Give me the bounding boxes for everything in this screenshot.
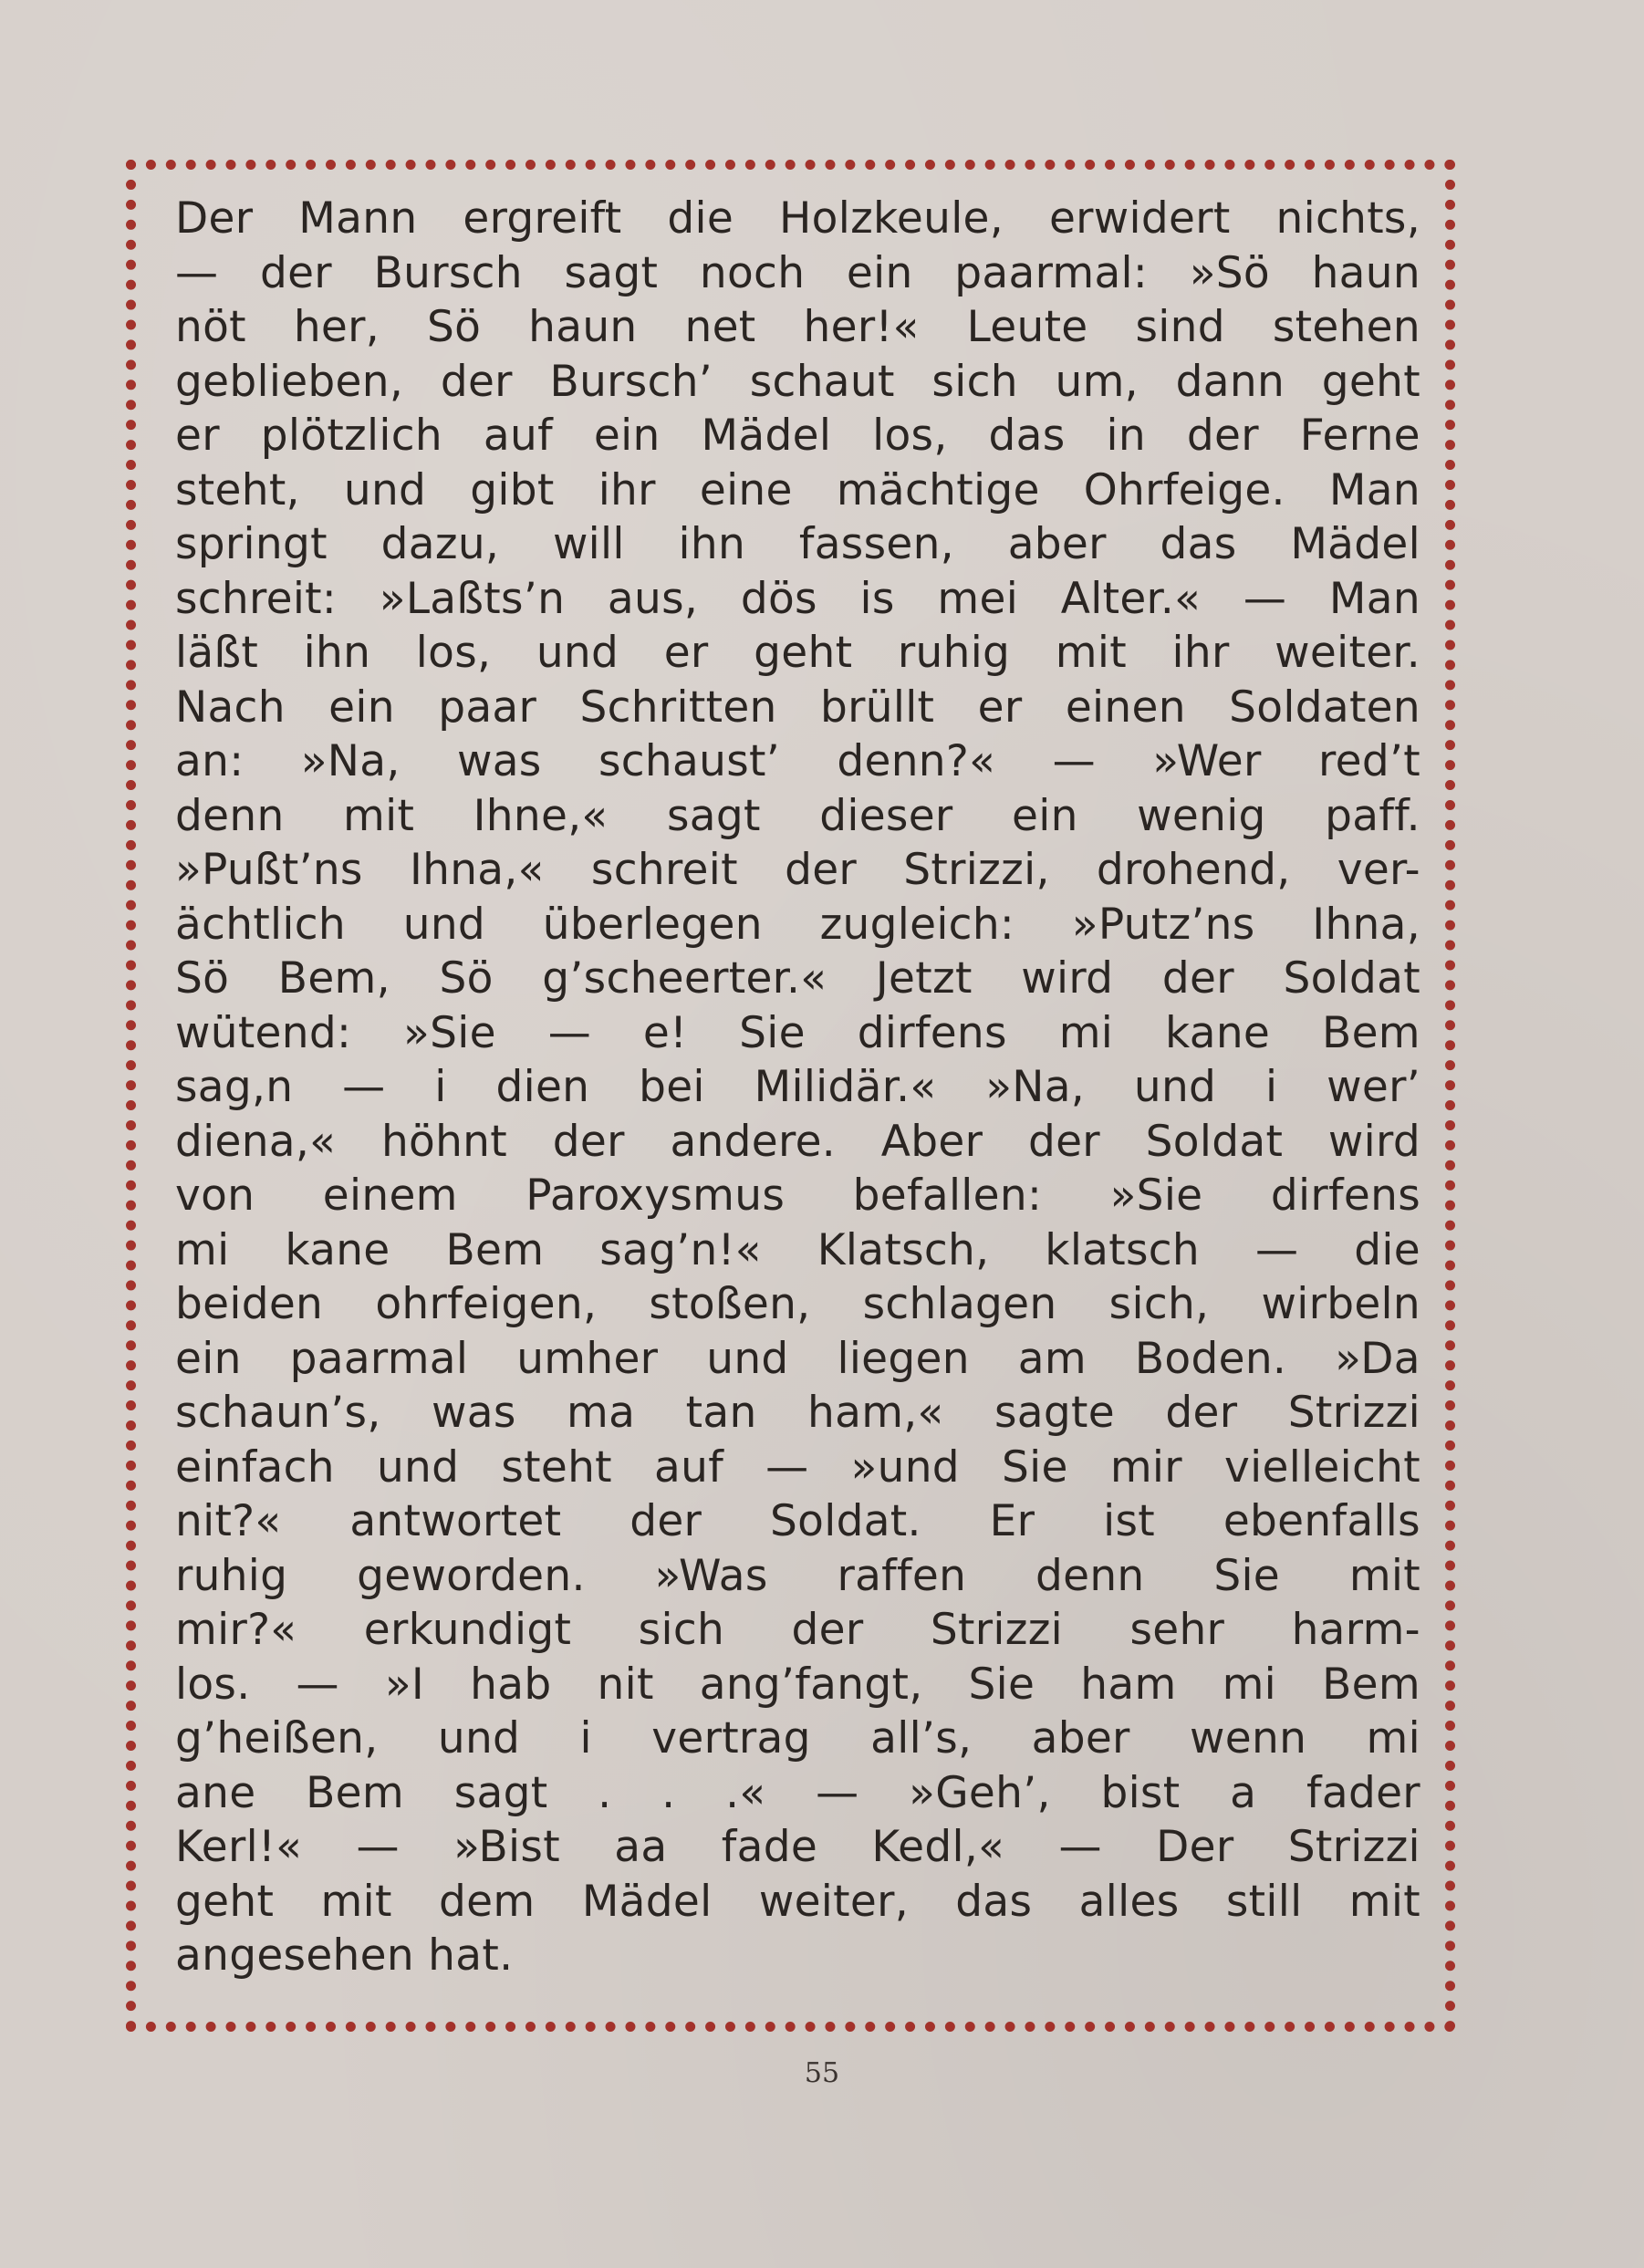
- text-line: einfach und steht auf — »und Sie mir vielleicht: [175, 1441, 1420, 1493]
- text-line: los. — »I hab nit ang’fangt, Sie ham mi Bem: [175, 1659, 1420, 1710]
- text-line: Kerl!« — »Bist aa fade Kedl,« — Der Strizzi: [175, 1822, 1420, 1872]
- text-line: angesehen hat.: [175, 1930, 514, 1981]
- text-line: er plötzlich auf ein Mädel los, das in der Ferne: [175, 411, 1420, 461]
- text-line: g’heißen, und i vertrag all’s, aber wenn mi: [175, 1713, 1420, 1763]
- text-line: Sö Bem, Sö g’scheerter.« Jetzt wird der Soldat: [175, 953, 1420, 1004]
- text-line: »Pußt’ns Ihna,« schreit der Strizzi, drohend, ver-: [175, 845, 1420, 895]
- text-line: beiden ohrfeigen, stoßen, schlagen sich, wirbeln: [175, 1279, 1420, 1329]
- text-line: denn mit Ihne,« sagt dieser ein wenig paff.: [175, 790, 1420, 841]
- text-line: ane Bem sagt . . .« — »Geh’, bist a fader: [175, 1767, 1420, 1818]
- text-line: geblieben, der Bursch’ schaut sich um, dann geht: [175, 356, 1420, 407]
- text-line: läßt ihn los, und er geht ruhig mit ihr weiter.: [175, 628, 1420, 678]
- text-line: diena,« höhnt der andere. Aber der Soldat wird: [175, 1116, 1420, 1167]
- text-line: von einem Paroxysmus befallen: »Sie dirfens: [175, 1170, 1420, 1221]
- text-line: ein paarmal umher und liegen am Boden. »Da: [175, 1333, 1420, 1384]
- text-line: nit?« antwortet der Soldat. Er ist ebenfalls: [175, 1496, 1420, 1546]
- text-line: schaun’s, was ma tan ham,« sagte der Strizzi: [175, 1388, 1420, 1438]
- text-line: Nach ein paar Schritten brüllt er einen Soldaten: [175, 681, 1420, 733]
- text-line: mi kane Bem sag’n!« Klatsch, klatsch — die: [175, 1224, 1420, 1275]
- text-line: nöt her, Sö haun net her!« Leute sind stehen: [175, 302, 1420, 352]
- text-line: mir?« erkundigt sich der Strizzi sehr harm-: [175, 1605, 1420, 1655]
- text-line: wütend: »Sie — e! Sie dirfens mi kane Bem: [175, 1007, 1420, 1058]
- text-line: ruhig geworden. »Was raffen denn Sie mit: [175, 1550, 1420, 1601]
- text-line: geht mit dem Mädel weiter, das alles still mit: [175, 1876, 1420, 1927]
- text-line: — der Bursch sagt noch ein paarmal: »Sö haun: [175, 247, 1420, 298]
- text-line: schreit: »Laßts’n aus, dös is mei Alter.« — Man: [175, 573, 1420, 624]
- text-line: steht, und gibt ihr eine mächtige Ohrfeige. Man: [175, 464, 1420, 515]
- text-line: sag,n — i dien bei Milidär.« »Na, und i wer’: [175, 1062, 1420, 1112]
- text-line: ächtlich und überlegen zugleich: »Putz’ns Ihna,: [175, 899, 1420, 950]
- text-line: springt dazu, will ihn fassen, aber das Mädel: [175, 519, 1420, 569]
- text-line: an: »Na, was schaust’ denn?« — »Wer red’t: [175, 736, 1420, 786]
- text-line: Der Mann ergreift die Holzkeule, erwidert nichts,: [175, 193, 1420, 244]
- page-number: 55: [804, 2057, 840, 2089]
- body-text: [175, 192, 1420, 1983]
